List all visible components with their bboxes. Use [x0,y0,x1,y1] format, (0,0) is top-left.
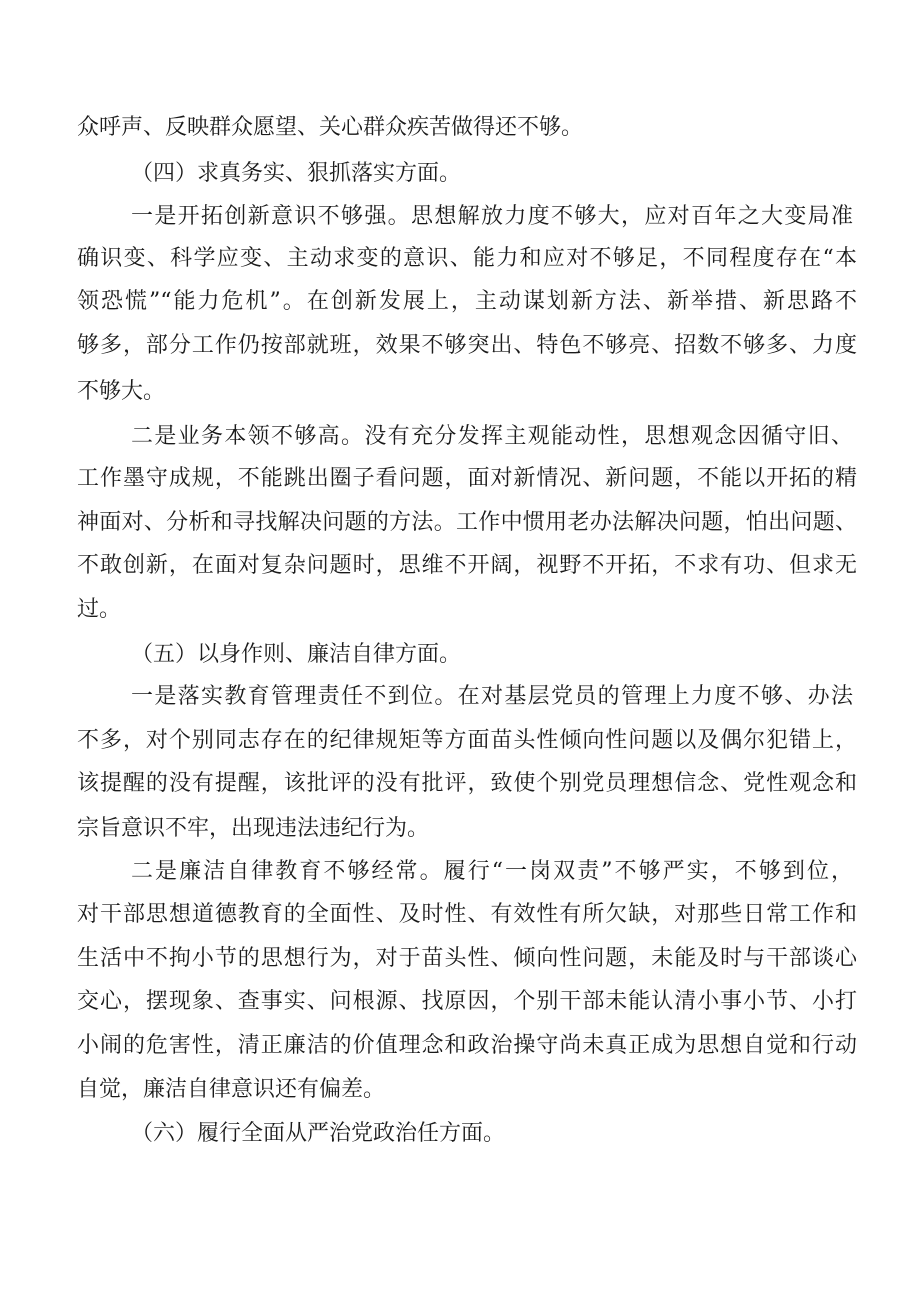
section-heading-5: （五）以身作则、廉洁自律方面。 [131,642,462,667]
text-line-22: 小闹的危害性，清正廉洁的价值理念和政治操守尚未真正成为思想自觉和行动 [77,1033,857,1058]
text-line-3: 一是开拓创新意识不够强。思想解放力度不够大，应对百年之大变局准 [131,204,853,229]
text-line-10: 神面对、分析和寻找解决问题的方法。工作中惯用老办法解决问题，怕出问题、 [77,510,857,535]
text-line-7: 不够大。 [77,379,166,404]
section-heading-6: （六）履行全面从严治党政治任方面。 [131,1121,506,1146]
text-line-14: 一是落实教育管理责任不到位。在对基层党员的管理上力度不够、办法 [131,684,853,709]
text-line-15: 不多，对个别同志存在的纪律规矩等方面苗头性倾向性问题以及偶尔犯错上， [77,728,857,753]
text-line-11: 不敢创新，在面对复杂问题时，思维不开阔，视野不开拓，不求有功、但求无 [77,553,857,578]
text-line-5: 领恐慌”“能力危机”。在创新发展上，主动谋划新方法、新举措、新思路不 [77,289,857,314]
text-line-19: 对干部思想道德教育的全面性、及时性、有效性有所欠缺，对那些日常工作和 [77,902,857,927]
text-line-9: 工作墨守成规，不能跳出圈子看问题，面对新情况、新问题，不能以开拓的精 [77,466,857,491]
text-line-1: 众呼声、反映群众愿望、关心群众疾苦做得还不够。 [77,115,584,140]
text-line-6: 够多，部分工作仍按部就班，效果不够突出、特色不够亮、招数不够多、力度 [77,333,857,358]
text-line-8: 二是业务本领不够高。没有充分发挥主观能动性，思想观念因循守旧、 [131,424,853,449]
text-line-18: 二是廉洁自律教育不够经常。履行“一岗双责”不够严实，不够到位， [131,859,853,884]
text-line-20: 生活中不拘小节的思想行为，对于苗头性、倾向性问题，未能及时与干部谈心 [77,946,857,971]
text-line-16: 该提醒的没有提醒，该批评的没有批评，致使个别党员理想信念、党性观念和 [77,771,857,796]
text-line-4: 确识变、科学应变、主动求变的意识、能力和应对不够足，不同程度存在“本 [77,246,857,271]
text-line-12: 过。 [77,597,122,622]
text-line-23: 自觉，廉洁自律意识还有偏差。 [77,1077,386,1102]
text-line-21: 交心，摆现象、查事实、问根源、找原因，个别干部未能认清小事小节、小打 [77,989,857,1014]
text-line-17: 宗旨意识不牢，出现违法违纪行为。 [77,816,430,841]
section-heading-4: （四）求真务实、狠抓落实方面。 [131,161,462,186]
